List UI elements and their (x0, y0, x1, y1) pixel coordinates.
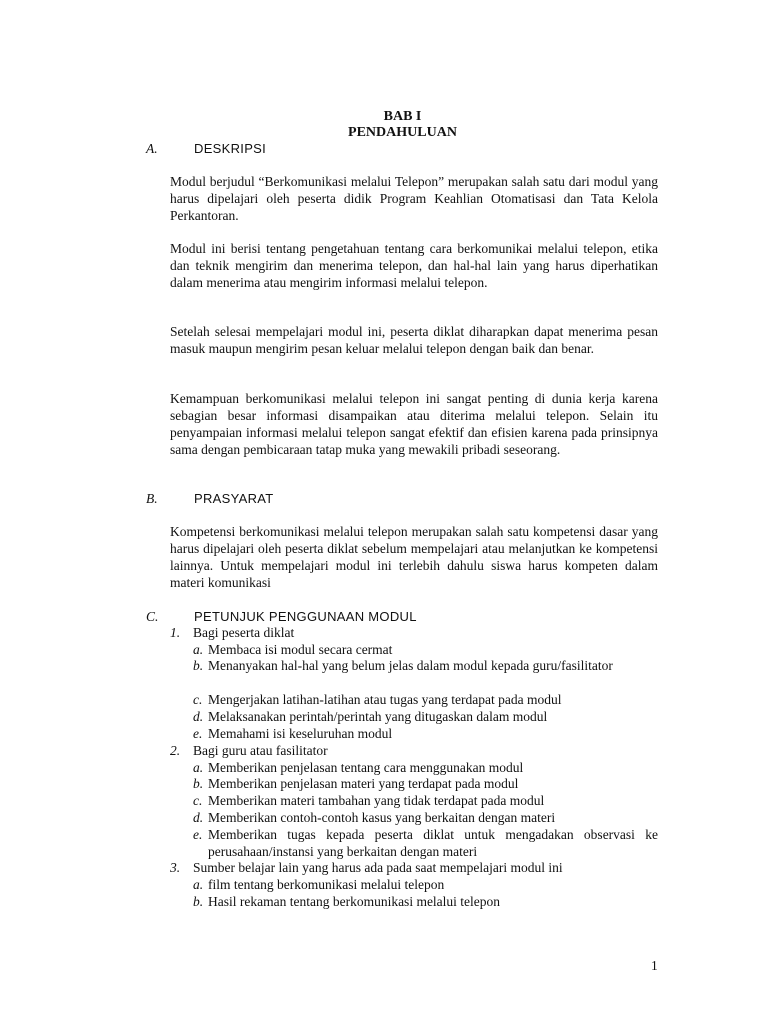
paragraph-text: Modul ini berisi tentang pengetahuan tentang cara berkomunikai melalui telepon, etika dan teknik mengirim dan menerima telepon, dan hal-hal lain yang harus diperhatikan dalam menerima atau mengirim informasi melalui telepon. (170, 241, 658, 290)
list-text: Sumber belajar lain yang harus ada pada saat mempelajari modul ini (193, 860, 563, 875)
page-number: 1 (651, 958, 658, 973)
section-a-paragraph-4 (170, 390, 658, 458)
list-text: Bagi peserta diklat (193, 625, 295, 640)
sub-list-item (193, 893, 658, 910)
sub-list-text: Memberikan materi tambahan yang tidak terdapat pada modul (208, 793, 545, 808)
sub-list-item (193, 691, 658, 708)
sub-list-text: Menanyakan hal-hal yang belum jelas dalam modul kepada guru/fasilitator (208, 658, 613, 673)
sub-list-text: Hasil rekaman tentang berkomunikasi melalui telepon (208, 894, 501, 909)
section-a-paragraph-2 (170, 240, 658, 291)
sub-list-letter: c. (193, 793, 203, 808)
sub-list-item (193, 876, 658, 893)
sub-list-item (193, 826, 658, 860)
sub-list-item (193, 641, 658, 658)
sub-list-text: Memberikan tugas kepada peserta diklat untuk mengadakan observasi ke perusahaan/instansi yang berkaitan dengan materi (208, 827, 658, 859)
list-number: 1. (170, 625, 181, 640)
section-a-paragraph-1 (170, 173, 658, 224)
paragraph-text: Setelah selesai mempelajari modul ini, peserta diklat diharapkan dapat menerima pesan masuk maupun mengirim pesan keluar melalui telepon dengan baik dan benar. (170, 324, 658, 356)
sub-list-letter: e. (193, 726, 203, 741)
chapter-number: BAB I (383, 109, 422, 124)
sub-list-text: Memahami isi keseluruhan modul (208, 726, 393, 741)
section-b-paragraph (170, 523, 658, 591)
sub-list-letter: e. (193, 827, 203, 842)
sub-list-text: Mengerjakan latihan-latihan atau tugas yang terdapat pada modul (208, 692, 562, 707)
sub-list-text: film tentang berkomunikasi melalui telepon (208, 877, 445, 892)
paragraph-text: Modul berjudul “Berkomunikasi melalui Telepon” merupakan salah satu dari modul yang harus dipelajari oleh peserta didik Program Keahlian Otomatisasi dan Tata Kelola Perkantoran. (170, 174, 658, 223)
section-a-paragraph-3 (170, 323, 658, 357)
section-a-title: DESKRIPSI (194, 141, 267, 156)
section-a-letter: A. (146, 141, 158, 156)
sub-list-letter: d. (193, 810, 204, 825)
list-number: 3. (170, 860, 181, 875)
sub-list-letter: a. (193, 760, 204, 775)
sub-list-item (193, 775, 658, 792)
section-c-title: PETUNJUK PENGGUNAAN MODUL (194, 609, 417, 624)
sub-list-letter: b. (193, 894, 204, 909)
section-b-letter: B. (146, 491, 158, 506)
sub-list-text: Memberikan contoh-contoh kasus yang berkaitan dengan materi (208, 810, 556, 825)
section-b-title: PRASYARAT (194, 491, 274, 506)
sub-list-text: Melaksanakan perintah/perintah yang ditugaskan dalam modul (208, 709, 548, 724)
sub-list-letter: a. (193, 877, 204, 892)
paragraph-text: Kompetensi berkomunikasi melalui telepon merupakan salah satu kompetensi dasar yang harus dipelajari oleh peserta diklat sebelum mempelajari atau melanjutkan ke kompetensi lainnya. Untuk mempelajari modul ini terlebih dahulu siswa harus kompeten dalam materi komunikasi (170, 524, 658, 590)
list-text: Bagi guru atau fasilitator (193, 743, 328, 758)
sub-list-text: Membaca isi modul secara cermat (208, 642, 393, 657)
sub-list-item (193, 708, 658, 725)
sub-list-item (193, 725, 658, 742)
sub-list-item (193, 809, 658, 826)
section-c-letter: C. (146, 609, 159, 624)
sub-list-text: Memberikan penjelasan materi yang terdapat pada modul (208, 776, 519, 791)
sub-list-item (193, 792, 658, 809)
chapter-title: PENDAHULUAN (348, 125, 457, 140)
sub-list-letter: a. (193, 642, 204, 657)
sub-list-item (193, 759, 658, 776)
sub-list-text: Memberikan penjelasan tentang cara menggunakan modul (208, 760, 524, 775)
sub-list-item (193, 657, 658, 674)
sub-list-letter: d. (193, 709, 204, 724)
sub-list-letter: b. (193, 776, 204, 791)
list-number: 2. (170, 743, 181, 758)
paragraph-text: Kemampuan berkomunikasi melalui telepon ini sangat penting di dunia kerja karena sebagian besar informasi disampaikan atau diterima melalui telepon. Selain itu penyampaian informasi melalui telepon sangat efektif dan efisien karena pada prinsipnya sama dengan pembicaraan tatap muka yang mewakili pribadi seseorang. (170, 391, 658, 457)
sub-list-letter: b. (193, 658, 204, 673)
sub-list-letter: c. (193, 692, 203, 707)
